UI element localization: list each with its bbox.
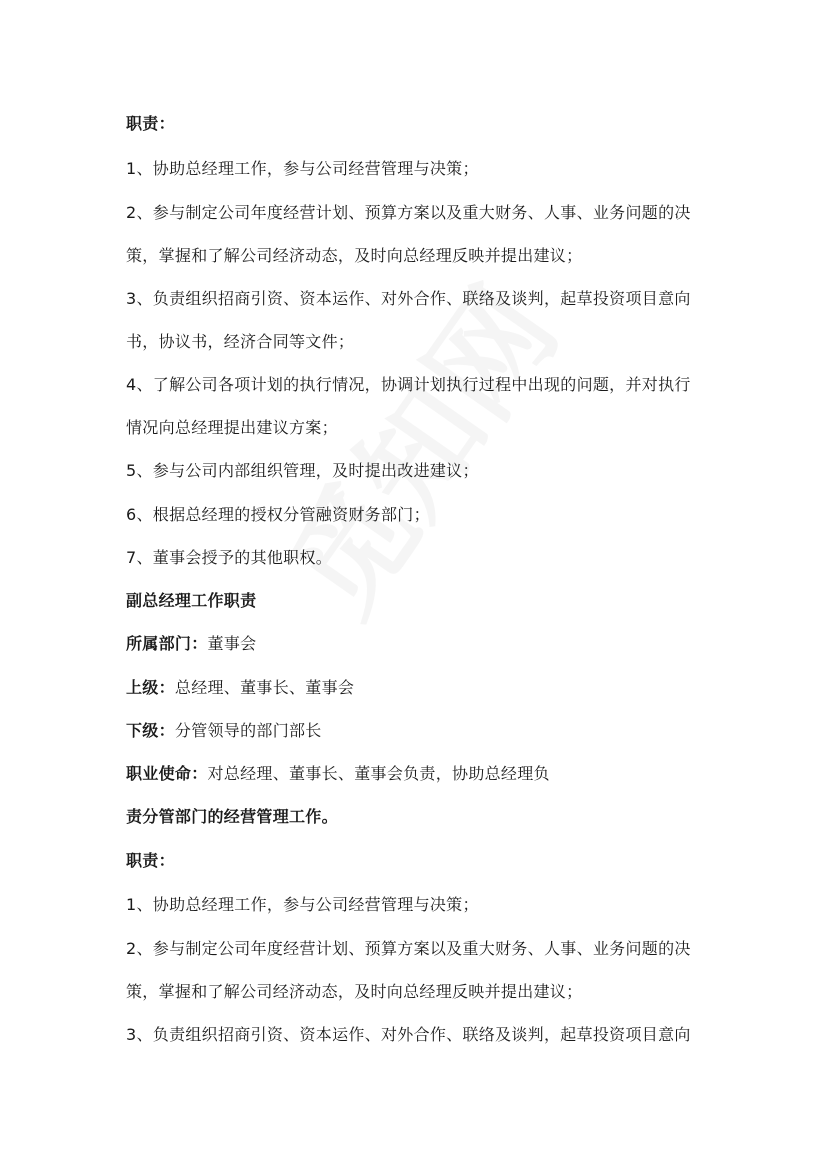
paragraph-line: 6、根据总经理的授权分管融资财务部门；	[126, 505, 430, 524]
subordinate-field	[126, 720, 322, 742]
duties-heading: 职责：	[126, 851, 175, 870]
superior-field	[126, 677, 354, 699]
field-label: 上级：	[126, 678, 175, 697]
paragraph-line: 1、协助总经理工作，参与公司经营管理与决策；	[126, 895, 479, 914]
paragraph-line: 策，掌握和了解公司经济动态，及时向总经理反映并提出建议；	[126, 982, 583, 1001]
paragraph-line: 书，协议书，经济合同等文件；	[126, 332, 355, 351]
mission-continuation: 责分管部门的经营管理工作。	[126, 807, 338, 826]
section-title: 副总经理工作职责	[126, 591, 257, 610]
field-value: 分管领导的部门部长	[174, 721, 322, 740]
field-label: 职业使命：	[126, 764, 208, 783]
field-value: 董事会	[207, 634, 257, 653]
field-value: 总经理、董事长、董事会	[174, 678, 355, 697]
paragraph-line: 7、董事会授予的其他职权。	[126, 548, 333, 567]
paragraph-line: 3、负责组织招商引资、资本运作、对外合作、联络及谈判，起草投资项目意向	[126, 1025, 691, 1044]
field-label: 下级：	[126, 721, 175, 740]
department-field	[126, 633, 256, 655]
paragraph-line: 策，掌握和了解公司经济动态，及时向总经理反映并提出建议；	[126, 246, 583, 265]
paragraph-line: 情况向总经理提出建议方案；	[126, 418, 338, 437]
field-value: 对总经理、董事长、董事会负责，协助总经理负	[207, 764, 550, 783]
field-label: 所属部门：	[126, 634, 208, 653]
paragraph-line: 1、协助总经理工作，参与公司经营管理与决策；	[126, 159, 479, 178]
mission-field	[126, 763, 550, 785]
paragraph-line: 5、参与公司内部组织管理，及时提出改进建议；	[126, 461, 479, 480]
paragraph-line: 3、负责组织招商引资、资本运作、对外合作、联络及谈判，起草投资项目意向	[126, 289, 691, 308]
paragraph-line: 2、参与制定公司年度经营计划、预算方案以及重大财务、人事、业务问题的决	[126, 939, 691, 958]
paragraph-line: 4、了解公司各项计划的执行情况，协调计划执行过程中出现的问题，并对执行	[126, 375, 691, 394]
duties-heading: 职责：	[126, 114, 175, 133]
paragraph-line: 2、参与制定公司年度经营计划、预算方案以及重大财务、人事、业务问题的决	[126, 203, 691, 222]
